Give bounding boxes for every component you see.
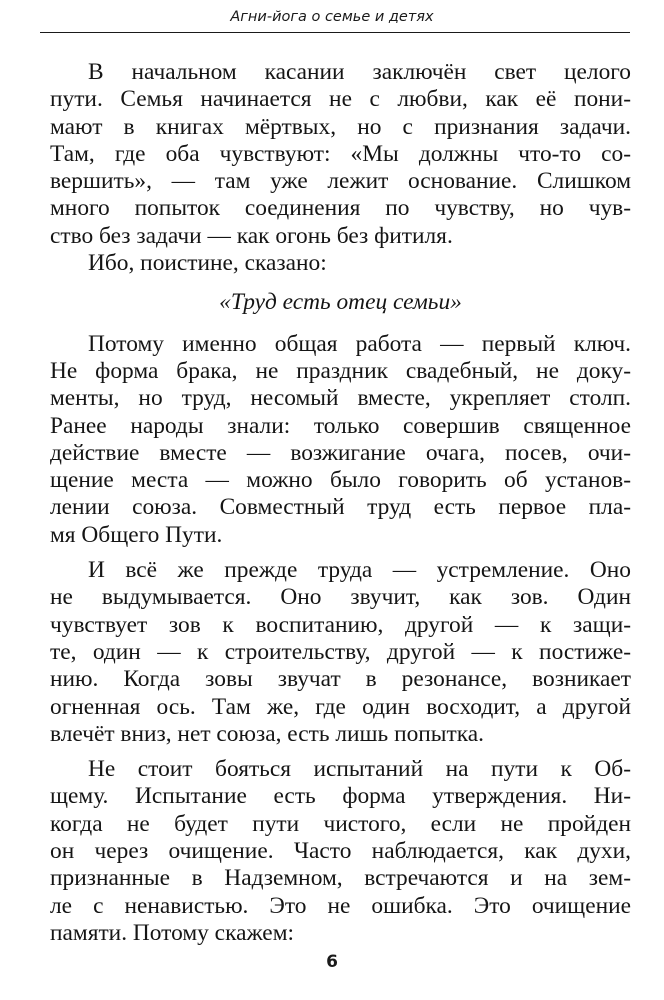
paragraph (50, 250, 631, 277)
body-text (50, 59, 631, 947)
text-line: Ибо, поистине, сказано: (88, 250, 327, 277)
text-line: когда не будет пути чистого, если не пройден (50, 810, 631, 837)
header-rule (40, 32, 630, 33)
text-line: И всё же прежде труда — устремление. Оно (88, 557, 631, 584)
text-line: признанные в Надземном, встречаются и на зем- (50, 865, 631, 892)
paragraph-gap (50, 549, 631, 557)
text-line: щему. Испытание есть форма утверждения. Ни- (50, 783, 631, 810)
text-line: действие вместе — возжигание очага, посев, очи- (50, 439, 631, 466)
text-line: те, один — к строительству, другой — к постиже- (50, 638, 631, 665)
text-line: менты, но труд, несомый вместе, укрепляет столп. (50, 385, 631, 412)
paragraph (50, 557, 631, 748)
text-line: много попыток соединения по чувству, но чув- (50, 195, 631, 222)
text-line: Там, где оба чувствуют: «Мы должны что-то со- (50, 140, 631, 167)
text-line: Ранее народы знали: только совершив священное (50, 412, 631, 439)
text-line: влечёт вниз, нет союза, есть лишь попытка. (50, 720, 484, 747)
text-line: мают в книгах мёртвых, но с признания задачи. (50, 113, 631, 140)
text-line: огненная ось. Там же, где один восходит, а другой (50, 693, 631, 720)
text-line: Не форма брака, не праздник свадебный, не доку- (50, 357, 631, 384)
text-line: памяти. Потому скажем: (50, 919, 294, 946)
text-line: В начальном касании заключён свет целого (88, 59, 631, 85)
text-line: лении союза. Совместный труд есть первое пла- (50, 494, 631, 521)
paragraph (50, 756, 631, 947)
text-line: ство без задачи — как огонь без фитиля. (50, 222, 453, 249)
text-line: Потому именно общая работа — первый ключ. (88, 330, 631, 357)
text-line: не выдумывается. Оно звучит, как зов. Один (50, 584, 631, 611)
text-line: мя Общего Пути. (50, 521, 223, 548)
running-head: Агни-йога о семье и детях (230, 9, 434, 25)
text-line: Не стоит бояться испытаний на пути к Об- (88, 756, 631, 783)
paragraph-gap (50, 748, 631, 756)
text-line: чувствует зов к воспитанию, другой — к защи- (50, 611, 631, 638)
epigraph-quote: «Труд есть отец семьи» (219, 289, 462, 316)
text-line: ле с ненавистью. Это не ошибка. Это очищение (50, 892, 631, 919)
page-number: 6 (326, 952, 338, 972)
text-line: вершить», — там уже лежит основание. Слишком (50, 168, 631, 195)
text-line: пути. Семья начинается не с любви, как её пони- (50, 86, 631, 113)
paragraph (50, 331, 631, 549)
text-line: щение места — можно было говорить об установ- (50, 467, 631, 494)
text-line: он через очищение. Часто наблюдается, как духи, (50, 838, 631, 865)
paragraph (50, 59, 631, 250)
text-line: нию. Когда зовы звучат в резонансе, возникает (50, 666, 631, 693)
